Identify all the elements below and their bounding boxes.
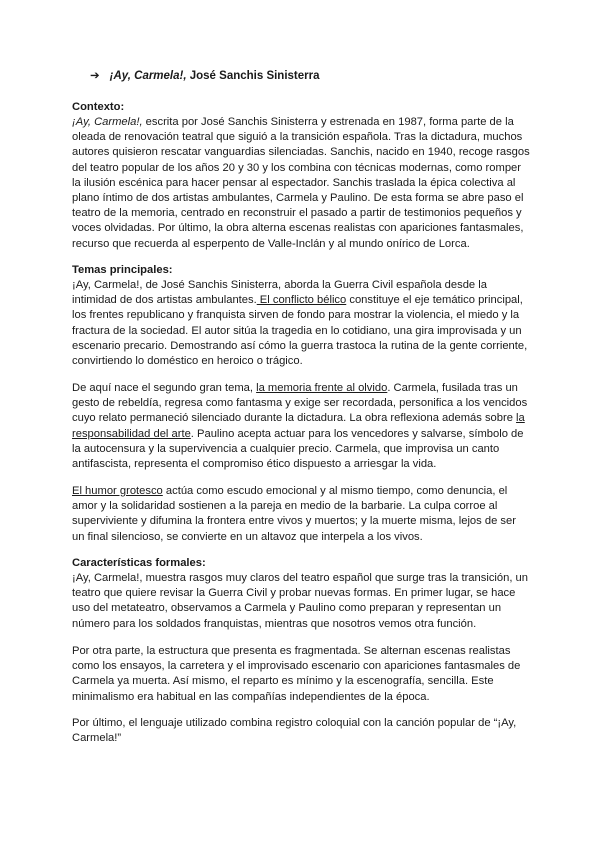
text-line: la autocensura y la supervivencia a cualquier precio. Carmela, que improvisa un canto: [72, 442, 500, 455]
text-line: amor y la solidaridad sostienen a la pareja en medio de la barbarie. La culpa corroe al: [72, 500, 498, 513]
text-line: [72, 115, 542, 130]
text-line: fractura de la sociedad. El autor sitúa la tragedia en lo cotidiano, una gira improvisada y un: [72, 324, 522, 337]
text-line: Carmela ya muerta. Así mismo, el reparto es mínimo y la escenografía, sencilla. Este: [72, 675, 494, 688]
underlined-theme: responsabilidad del arte: [72, 427, 191, 440]
section-heading-contexto: Contexto:: [72, 101, 125, 113]
text-line: Por último, el lenguaje utilizado combina registro coloquial con la canción popular de “¡Ay,: [72, 717, 517, 729]
text-span: intimidad de dos artistas ambulantes.: [72, 294, 257, 307]
paragraph-caracteristicas-3: [72, 716, 542, 746]
text-line: [72, 381, 542, 396]
text-line: escenario precario. Demostrando así cómo la guerra trastoca la rutina de la gente corriente,: [72, 339, 528, 352]
text-line: autores quisieron rescatar vanguardias silenciadas. Sanchis, nacido en 1940, recoge rasgos: [72, 146, 530, 159]
paragraph-contexto: [72, 115, 542, 252]
text-line: teatro de la memoria, centrado en reconstruir el pasado a partir de testimonios pequeños y: [72, 207, 522, 220]
paragraph-temas-2: [72, 381, 542, 472]
text-line: oleada de renovación teatral que siguió a la transición española. Tras la dictadura, muchos: [72, 131, 523, 144]
text-line: Por otra parte, la estructura que presenta es fragmentada. Se alternan escenas realistas: [72, 645, 511, 657]
text-span: . Paulino acepta actuar para los vencedores y salvarse, símbolo de: [190, 427, 524, 440]
text-line: del teatro popular de los años 20 y 30 y los combina con técnicas modernas, como romper: [72, 161, 521, 174]
text-line: Carmela!”: [72, 732, 122, 745]
section-heading-temas: Temas principales:: [72, 264, 173, 276]
document-title: [90, 69, 320, 84]
arrow-icon: ➔: [90, 70, 100, 82]
text-line: plano íntimo de dos artistas ambulantes, Carmela y Paulino. De esta forma se abre paso el: [72, 191, 524, 204]
text-line: ¡Ay, Carmela!, de José Sanchis Sinisterra, aborda la Guerra Civil española desde la: [72, 279, 487, 291]
text-line: [72, 484, 542, 499]
text-line: número para los soldados franquistas, mientras que nosotros vemos otra función.: [72, 617, 477, 630]
section-heading-caracteristicas: Características formales:: [72, 557, 206, 569]
underlined-theme: la memoria frente al olvido: [256, 382, 388, 394]
text-span: escrita por José Sanchis Sinisterra y estrenada en 1987, forma parte de la: [142, 116, 514, 128]
title-work: ¡Ay, Carmela!,: [109, 70, 187, 82]
text-line: [72, 411, 542, 426]
paragraph-caracteristicas-2: [72, 644, 542, 705]
italic-title: ¡Ay, Carmela!,: [72, 116, 143, 128]
text-line: minimalismo era habitual en las compañías independientes de la época.: [72, 690, 430, 703]
text-line: superviviente y difumina la frontera entre vivos y muertos; y la muerte misma, lejos de ser: [72, 515, 516, 528]
underlined-theme: El conflicto bélico: [256, 294, 347, 307]
paragraph-caracteristicas-1: [72, 571, 542, 632]
text-line: como los ensayos, la carretera y el improvisado escenario con apariciones fantasmales de: [72, 660, 521, 673]
paragraph-temas-3: [72, 484, 542, 545]
text-line: gesto de rebeldía, regresa como fantasma y exige ser recordada, personifica a los vencidos: [72, 397, 528, 410]
text-line: voces olvidadas. Por último, la obra alterna escenas realistas con apariciones fantasmales,: [72, 222, 524, 235]
text-line: [72, 427, 542, 442]
paragraph-temas-1: [72, 278, 542, 369]
text-line: la ilusión escénica para hacer pensar al espectador. Sanchis traslada la épica colectiva al: [72, 176, 516, 189]
text-line: [72, 293, 542, 308]
text-line: un final silencioso, se convierte en un altavoz que interpela a los vivos.: [72, 530, 423, 543]
text-line: antifascista, representa el compromiso ético dispuesto a arriesgar la vida.: [72, 457, 437, 470]
text-span: De aquí nace el segundo gran tema,: [72, 382, 257, 394]
underlined-theme: la: [516, 412, 525, 425]
text-line: uso del metateatro, observamos a Carmela y Paulino como preparan y representan un: [72, 602, 502, 615]
text-line: teatro que quiere revisar la Guerra Civil y probar nuevas formas. En primer lugar, se hace: [72, 587, 516, 600]
text-line: los frentes republicano y franquista sirven de fondo para mostrar la violencia, el miedo y la: [72, 309, 520, 322]
text-span: actúa como escudo emocional y al mismo tiempo, como denuncia, el: [162, 485, 508, 497]
text-span: constituye el eje temático principal,: [346, 294, 523, 307]
text-line: recurso que recuerda al esperpento de Valle-Inclán y al mundo onírico de Lorca.: [72, 237, 470, 250]
title-author: José Sanchis Sinisterra: [186, 70, 320, 82]
underlined-theme: El humor grotesco: [72, 485, 163, 497]
text-line: convirtiendo lo doméstico en heroico o trágico.: [72, 354, 303, 367]
text-line: ¡Ay, Carmela!, muestra rasgos muy claros del teatro español que surge tras la transición, un: [72, 572, 528, 584]
text-span: cuyo relato permaneció silenciado durante la dictadura. La obra reflexiona además sobre: [72, 412, 517, 425]
text-span: . Carmela, fusilada tras un: [387, 382, 518, 394]
